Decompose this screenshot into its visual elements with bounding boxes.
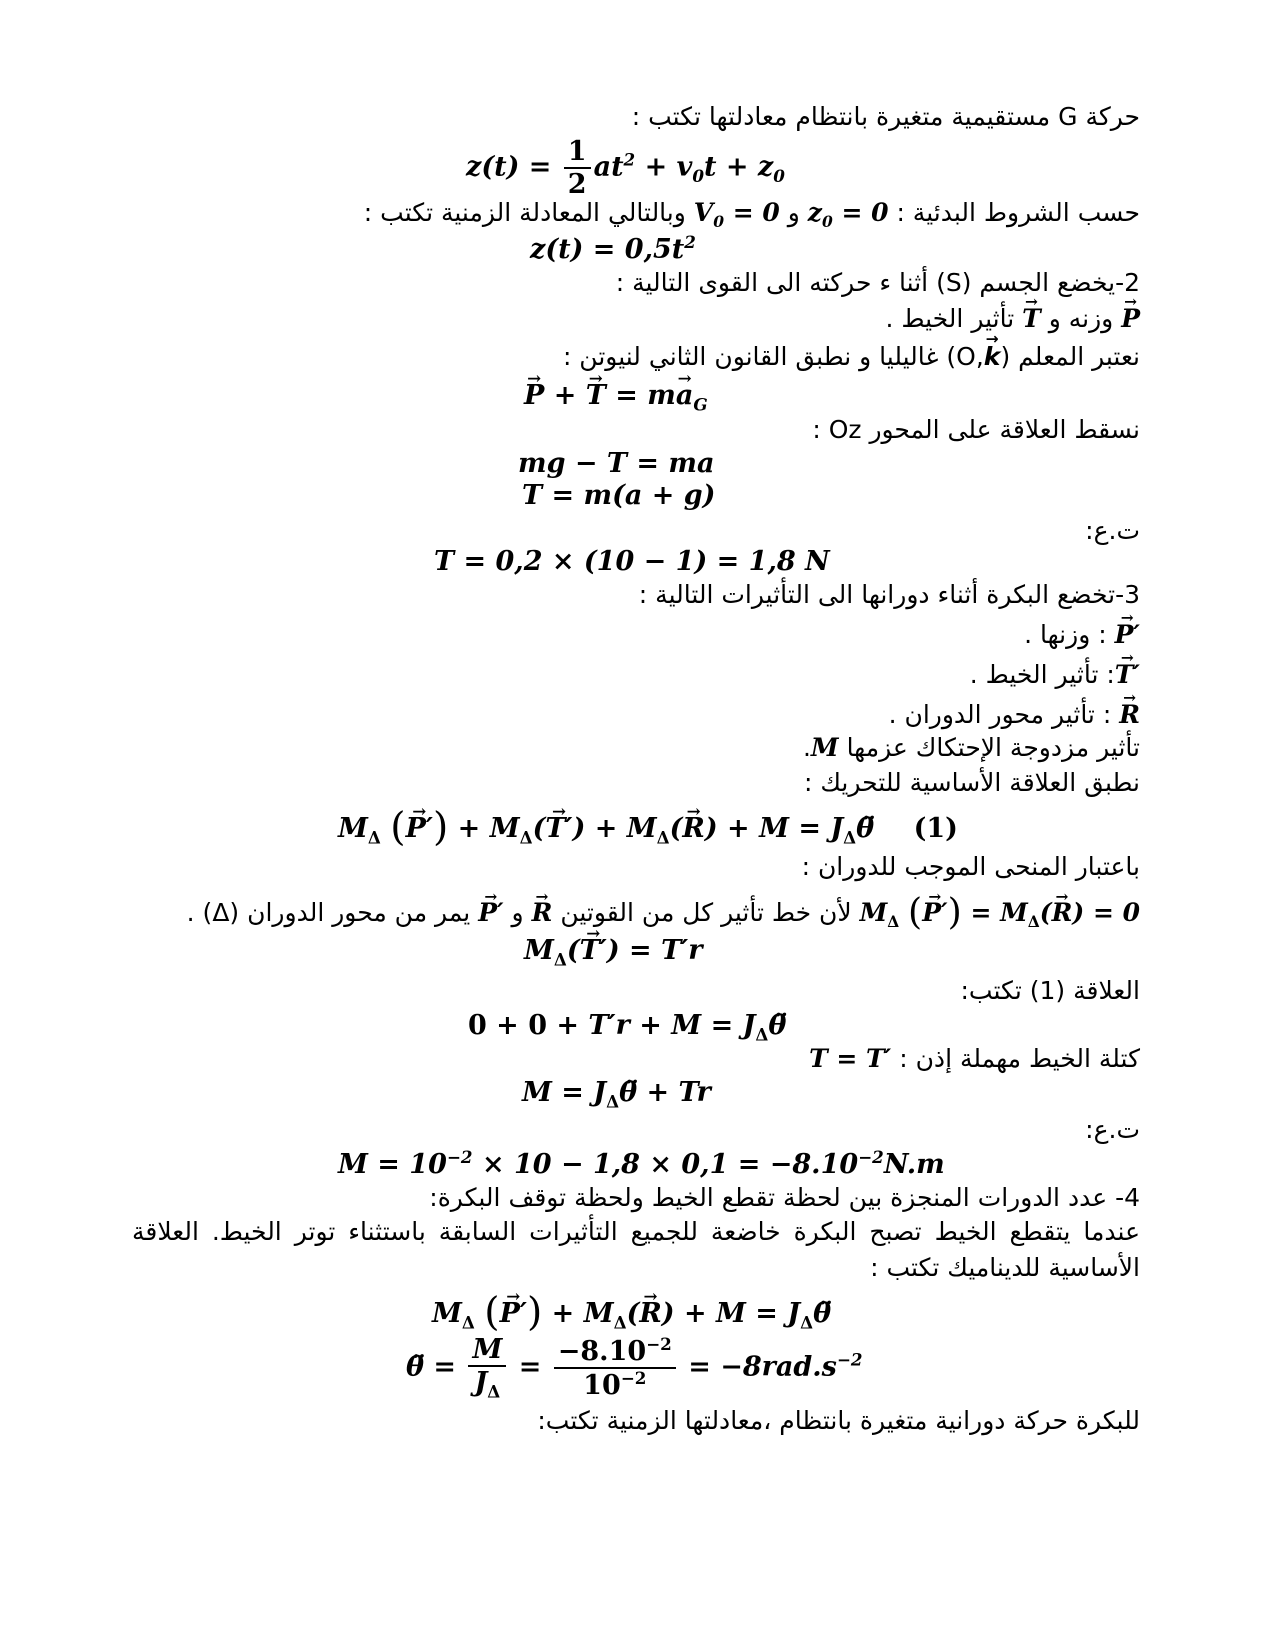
equation-position: z(t) = $\frac{1}{2}$ $at^2 + v_0t + z_0$ [466, 136, 785, 201]
action-thread-text: → T′: تأثير الخيط . [970, 660, 1140, 689]
motion-type-text: حركة G مستقيمية متغيرة بانتظام معادلتها تكتب : [631, 102, 1140, 131]
equation-thread-moment: $M_\Delta(\to T') = T'r$ [524, 935, 703, 969]
numeric-label-2: ت.ع: [1085, 1115, 1140, 1144]
equation-angular-acceleration: θ̈ = $\frac{M}{J_\Delta}$ = $\frac{-8.10^{-2}}{10^{-2}}$ = $-8rad.s^{-2}$ [406, 1333, 863, 1402]
equation-relation-1: $0 + 0 + T'r + M = J_\Delta\thetä$ [468, 1010, 787, 1045]
equation-newton: → P + → $T = m\to a_G$ [524, 380, 708, 414]
massless-thread-text: كتلة الخيط مهملة إذن : T = T′ [809, 1044, 1140, 1073]
positive-direction-text: باعتبار المنحى الموجب للدوران : [801, 852, 1140, 881]
numeric-label-1: ت.ع: [1085, 516, 1140, 545]
projection-text: نسقط العلاقة على المحور Oz : [812, 415, 1140, 444]
equation-projection: mg − T = ma [518, 448, 715, 479]
pulley-actions-text: 3-تخضع البكرة أثناء دورانها الى التأثيرات التالية : [638, 580, 1140, 609]
friction-couple-text: تأثير مزدوجة الإحتكاك عزمها M. [802, 733, 1140, 762]
forces-intro-text: 2-يخضع الجسم (S) أثنا ء حركته الى القوى التالية : [615, 268, 1140, 297]
equation-number-1: (1) [913, 812, 958, 844]
forces-list-text: → P وزنه و → T تأثير الخيط . [886, 304, 1141, 333]
equation-moments: $M_\Delta$ (→ $P') + M_\Delta(\to T') + M_\Delta(\to R) + M$ = $J_\Delta\thetä$ (1) [338, 805, 958, 850]
thread-break-paragraph: عندما يتقطع الخيط تصبح البكرة خاضعة للجميع التأثيرات السابقة باستثناء توتر الخيط. العلاقة الأساسية للديناميك تكتب : [132, 1217, 1140, 1282]
equation-tension: T = m(a + g) [522, 480, 716, 511]
initial-conditions-text: حسب الشروط البدئية : $z_0 = 0$ و $V_0 = 0$ وبالتالي المعادلة الزمنية تكتب : [363, 198, 1140, 231]
action-axis-text: → R : تأثير محور الدوران . [889, 700, 1140, 729]
newton-law-text: نعتبر المعلم (O,→ k) غاليليا و نطبق القانون الثاني لنيوتن : [563, 342, 1140, 371]
equation-tension-value: T = 0,2 × (10 − 1) = 1,8 N [434, 546, 830, 577]
fundamental-relation-text: نطبق العلاقة الأساسية للتحريك : [803, 768, 1140, 797]
equation-z-result: $z(t) = 0,5t^2$ [530, 232, 696, 265]
action-weight-text: → P′ : وزنها . [1024, 620, 1140, 649]
question-4-title: 4- عدد الدورات المنجزة بين لحظة تقطع الخيط ولحظة توقف البكرة: [429, 1183, 1140, 1212]
null-moments-text: $M_\Delta$ (→ $P') = M_\Delta(\to R) = 0$ لأن خط تأثير كل من القوتين → R و → P′ يمر من محور الدوران (Δ) . [187, 890, 1140, 933]
equation-moments-after-break: $M_\Delta$ (→ $P') + M_\Delta(\to R) + M$ = $J_\Delta\thetä$ [432, 1290, 831, 1335]
relation-1-text: العلاقة (1) تكتب: [960, 976, 1140, 1005]
equation-friction-value: $M = 10^{-2} \times 10 - 1,8 \times 0,1 = -8.10^{-2}N.m$ [338, 1147, 945, 1180]
rotation-motion-text: للبكرة حركة دورانية متغيرة بانتظام ،معادلتها الزمنية تكتب: [537, 1406, 1140, 1435]
equation-friction-moment: $M = J_\Delta\thetä + Tr$ [522, 1077, 711, 1112]
